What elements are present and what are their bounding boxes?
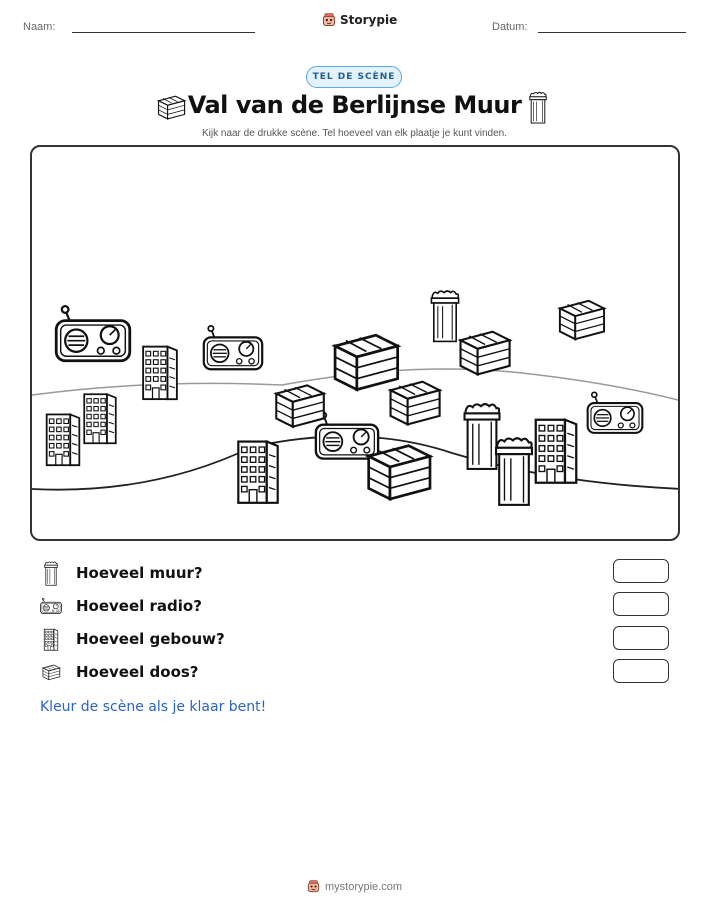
answer-box[interactable] <box>613 626 669 650</box>
scene-frame <box>30 145 680 541</box>
date-line[interactable] <box>538 32 686 33</box>
question-row <box>40 560 203 586</box>
question-row <box>40 593 202 619</box>
building-icon <box>143 347 177 400</box>
storypie-logo-icon <box>322 13 336 27</box>
crate-icon <box>461 332 510 375</box>
radio-icon <box>204 326 262 369</box>
crate-icon <box>40 661 62 683</box>
page-title: Val van de Berlijnse Muur <box>187 91 522 119</box>
brand <box>322 13 397 27</box>
wall-pillar-icon <box>526 90 550 124</box>
answer-box[interactable] <box>613 559 669 583</box>
brand-name: Storypie <box>340 13 398 27</box>
wall-pillar-icon <box>431 291 458 341</box>
building-icon <box>536 420 577 483</box>
answer-box[interactable] <box>613 659 669 683</box>
question-label: Hoeveel radio? <box>76 597 202 615</box>
footer-url[interactable]: mystorypie.com <box>324 880 403 893</box>
name-line[interactable] <box>72 32 255 33</box>
crate-icon <box>335 335 398 389</box>
building-icon <box>238 442 277 503</box>
crate-icon <box>560 301 604 339</box>
date-label: Datum: <box>492 21 528 33</box>
radio-icon <box>40 595 62 617</box>
answer-box[interactable] <box>613 592 669 616</box>
building-icon <box>47 414 80 465</box>
question-row <box>40 659 199 685</box>
crate-icon <box>391 382 440 425</box>
question-row <box>40 626 225 652</box>
building-icon <box>40 627 62 651</box>
crate-icon <box>369 446 430 499</box>
radio-icon <box>588 392 643 433</box>
crate-icon <box>276 385 324 426</box>
wall-pillar-icon <box>465 404 500 469</box>
radio-icon <box>316 412 378 458</box>
storypie-logo-icon <box>307 880 320 893</box>
building-icon <box>84 394 116 443</box>
question-label: Hoeveel gebouw? <box>76 630 225 648</box>
name-label: Naam: <box>23 21 56 33</box>
question-label: Hoeveel muur? <box>76 564 203 582</box>
question-label: Hoeveel doos? <box>76 663 199 681</box>
footer <box>0 880 709 893</box>
coloring-note: Kleur de scène als je klaar bent! <box>40 699 267 715</box>
radio-icon <box>56 306 130 361</box>
page-subtitle: Kijk naar de drukke scène. Tel hoeveel van elk plaatje je kunt vinden. <box>201 128 507 139</box>
scene-illustration <box>32 147 680 541</box>
scene-badge: TEL DE SCÈNE <box>306 66 402 88</box>
wall-pillar-icon <box>496 438 532 505</box>
wall-pillar-icon <box>40 560 62 586</box>
